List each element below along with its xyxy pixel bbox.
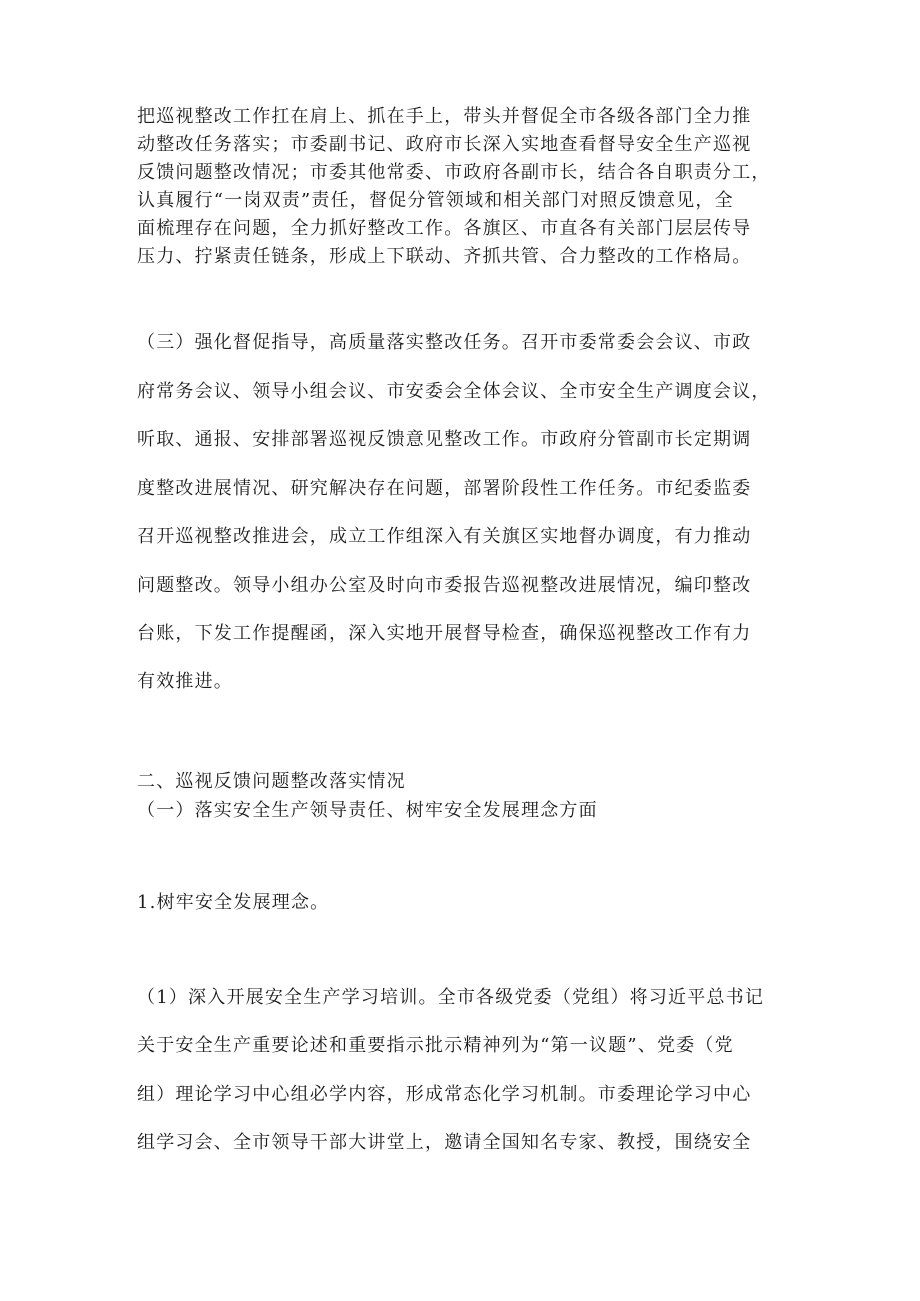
paragraph-line: 反馈问题整改情况；市委其他常委、市政府各副市长，结合各自职责分工， [137,162,771,183]
paragraph-line: 度整改进展情况、研究解决存在问题，部署阶段性工作任务。市纪委监委 [137,478,752,499]
paragraph-line: （三）强化督促指导，高质量落实整改任务。召开市委常委会会议、市政 [137,332,752,353]
paragraph-line: 问题整改。领导小组办公室及时向市委报告巡视整改进展情况，编印整改 [137,575,752,596]
paragraph-line: 动整改任务落实；市委副书记、政府市长深入实地查看督导安全生产巡视 [137,134,752,155]
paragraph-line: （1）深入开展安全生产学习培训。全市各级党委（党组）将习近平总书记 [137,987,765,1008]
paragraph-line: 组学习会、全市领导干部大讲堂上，邀请全国知名专家、教授，围绕安全 [137,1132,752,1153]
paragraph-line: 台账，下发工作提醒函，深入实地开展督导检查，确保巡视整改工作有力 [137,623,752,644]
paragraph-line: 关于安全生产重要论述和重要指示批示精神列为“第一议题”、党委（党 [137,1035,734,1056]
paragraph-line: 压力、拧紧责任链条，形成上下联动、齐抓共管、合力整改的工作格局。 [137,246,752,267]
paragraph-line: 把巡视整改工作扛在肩上、抓在手上，带头并督促全市各级各部门全力推 [137,106,752,127]
section-heading: 二、巡视反馈问题整改落实情况 [137,771,406,792]
paragraph-line: 府常务会议、领导小组会议、市安委会全体会议、全市安全生产调度会议， [137,381,771,402]
paragraph-line: 组）理论学习中心组必学内容，形成常态化学习机制。市委理论学习中心 [137,1084,752,1105]
item-heading: 1.树牢安全发展理念。 [137,892,330,913]
paragraph-line: 听取、通报、安排部署巡视反馈意见整改工作。市政府分管副市长定期调 [137,429,752,450]
paragraph-line: 面梳理存在问题，全力抓好整改工作。各旗区、市直各有关部门层层传导 [137,218,752,239]
paragraph-line: 有效推进。 [137,671,233,692]
paragraph-line: 认真履行“一岗双责”责任，督促分管领域和相关部门对照反馈意见，全 [137,190,734,211]
subsection-heading: （一）落实安全生产领导责任、树牢安全发展理念方面 [137,800,598,821]
paragraph-line: 召开巡视整改推进会，成立工作组深入有关旗区实地督办调度，有力推动 [137,526,752,547]
